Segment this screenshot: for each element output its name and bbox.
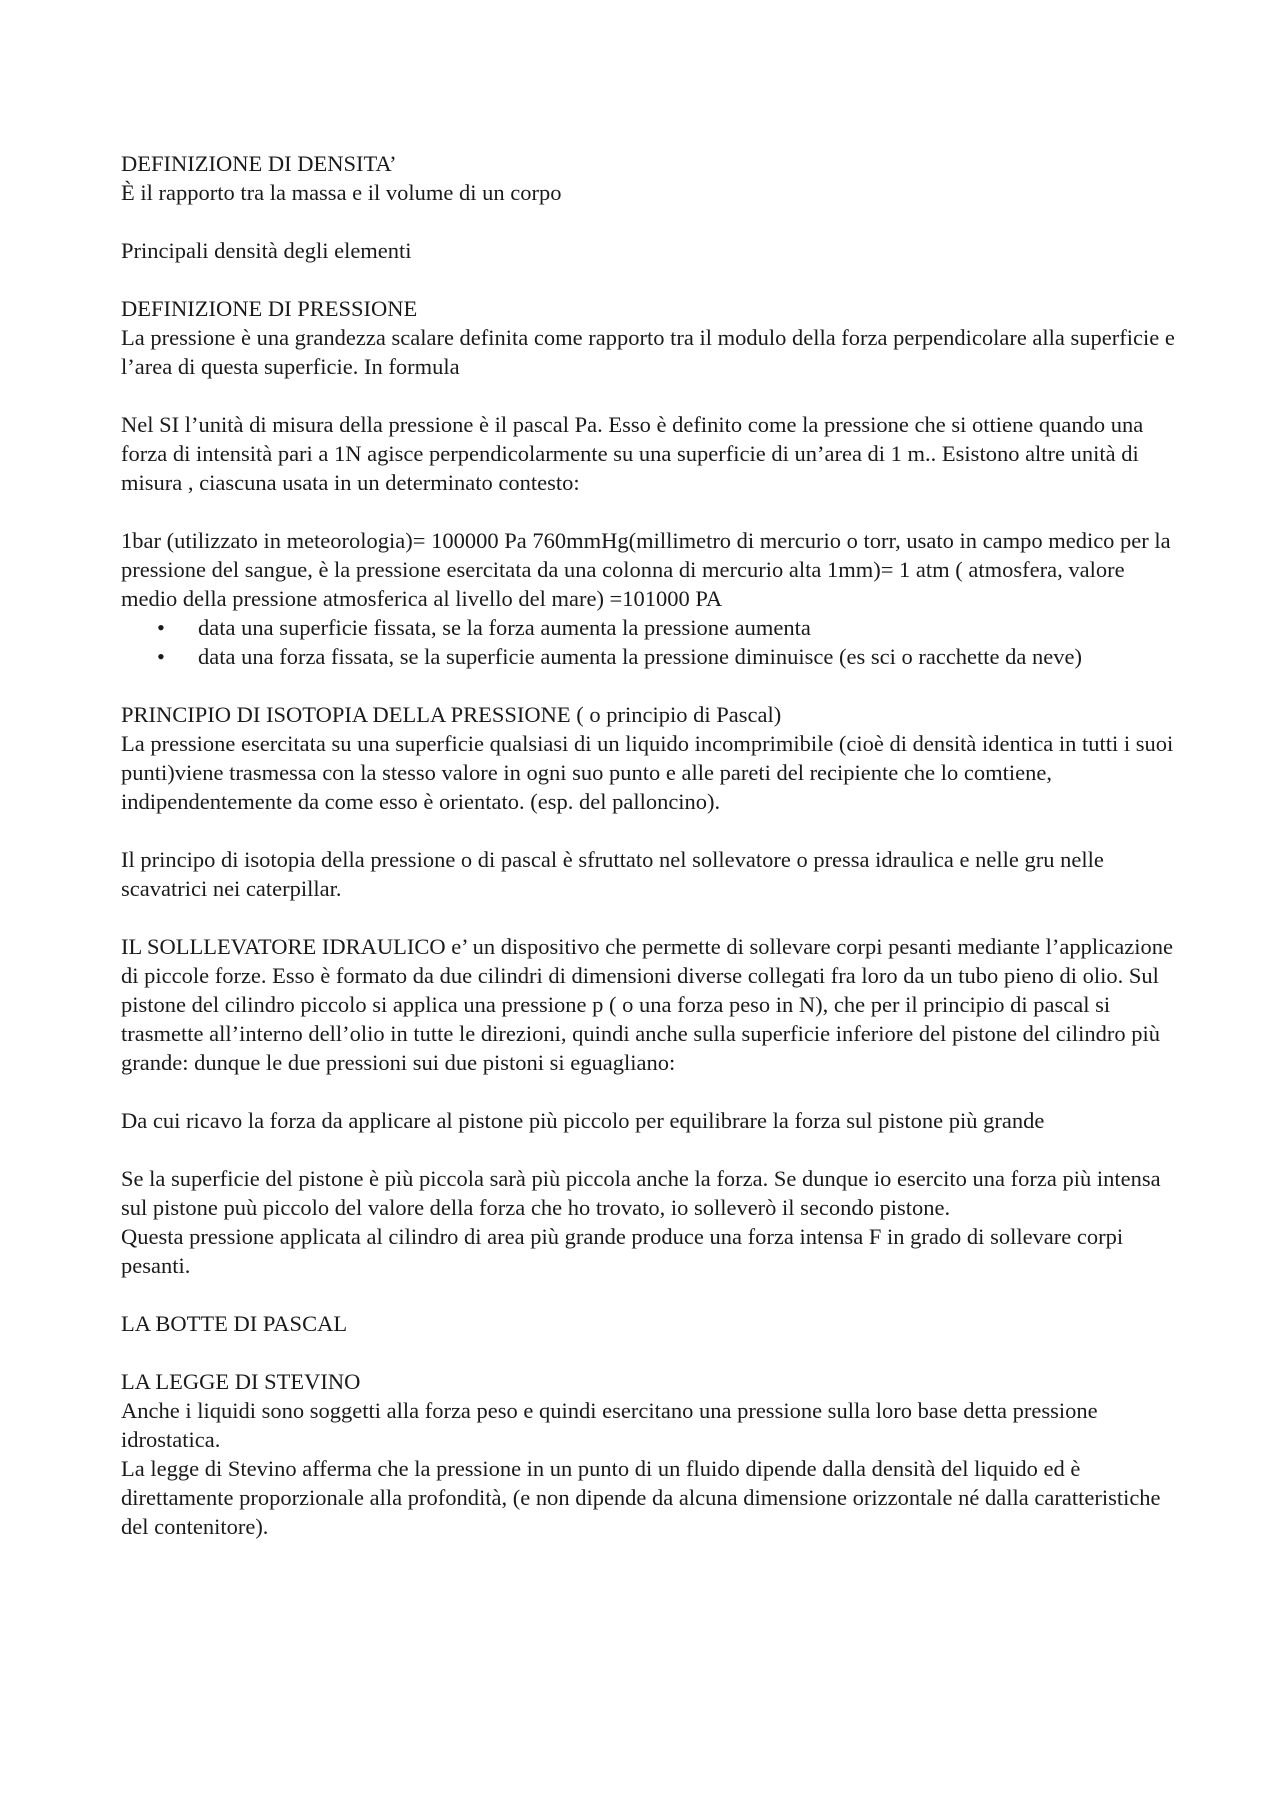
pressure-si-unit: Nel SI l’unità di misura della pressione è il pascal Pa. Esso è definito come la pressione che si ottiene quando una forza di intensità pari a 1N agisce perpendicolarmente su una superficie di un’area di 1 m.. Esistono altre unità di misura , ciascuna usata in un determinato contesto: — [121, 412, 1144, 495]
pressure-heading: DEFINIZIONE DI PRESSIONE — [121, 296, 418, 321]
bullet-item — [121, 642, 1181, 671]
spacer — [121, 1280, 1181, 1309]
stevin-law: La legge di Stevino afferma che la pressione in un punto di un fluido dipende dalla densità del liquido ed è direttamente proporzionale alla profondità, (e non dipende da alcuna dimensione orizzontale né dalla caratteristiche del contenitore). — [121, 1456, 1161, 1539]
lift-derivation: Da cui ricavo la forza da applicare al pistone più piccolo per equilibrare la forza sul pistone più grande — [121, 1108, 1045, 1133]
bullet-icon: • — [157, 615, 165, 640]
density-heading: DEFINIZIONE DI DENSITA’ — [121, 151, 397, 176]
spacer — [121, 497, 1181, 526]
spacer — [121, 265, 1181, 294]
spacer — [121, 381, 1181, 410]
pascal-heading: PRINCIPIO DI ISOTOPIA DELLA PRESSIONE ( o principio di Pascal) — [121, 702, 782, 727]
spacer — [121, 207, 1181, 236]
lift-consequence: Se la superficie del pistone è più piccola sarà più piccola anche la forza. Se dunque io esercito una forza più intensa sul pistone puù piccolo del valore della forza che ho trovato, io solleverò il secondo pistone. — [121, 1166, 1161, 1220]
spacer — [121, 903, 1181, 932]
density-elements: Principali densità degli elementi — [121, 238, 412, 263]
stevin-text: Anche i liquidi sono soggetti alla forza peso e quindi esercitano una pressione sulla loro base detta pressione idrostatica. — [121, 1398, 1098, 1452]
pressure-units: 1bar (utilizzato in meteorologia)= 100000 Pa 760mmHg(millimetro di mercurio o torr, usato in campo medico per la pressione del sangue, è la pressione esercitata da una colonna di mercurio alta 1mm)= 1 atm ( atmosfera, valore medio della pressione atmosferica al livello del mare) =101000 PA — [121, 528, 1171, 611]
spacer — [121, 816, 1181, 845]
spacer — [121, 1338, 1181, 1367]
document-body — [121, 149, 1181, 1541]
pascal-text: La pressione esercitata su una superficie qualsiasi di un liquido incomprimibile (cioè di densità identica in tutti i suoi punti)viene trasmessa con la stesso valore in ogni suo punto e alle pareti del recipiente che lo comtiene, indipendentemente da come esso è orientato. (esp. del palloncino). — [121, 731, 1174, 814]
barrel-heading: LA BOTTE DI PASCAL — [121, 1311, 348, 1336]
bullet-item — [121, 613, 1181, 642]
lift-text: IL SOLLLEVATORE IDRAULICO e’ un dispositivo che permette di sollevare corpi pesanti mediante l’applicazione di piccole forze. Esso è formato da due cilindri di dimensioni diverse collegati fra loro da un tubo pieno di olio. Sul pistone del cilindro piccolo si applica una pressione p ( o una forza peso in N), che per il principio di pascal si trasmette all’interno dell’olio in tutte le direzioni, quindi anche sulla superficie inferiore del pistone del cilindro più grande: dunque le due pressioni sui due pistoni si eguagliano: — [121, 934, 1174, 1075]
bullet-text: data una superficie fissata, se la forza aumenta la pressione aumenta — [198, 615, 811, 640]
spacer — [121, 1135, 1181, 1164]
pascal-application: Il principo di isotopia della pressione o di pascal è sfruttato nel sollevatore o pressa idraulica e nelle gru nelle scavatrici nei caterpillar. — [121, 847, 1104, 901]
spacer — [121, 671, 1181, 700]
spacer — [121, 1077, 1181, 1106]
bullet-icon: • — [157, 644, 165, 669]
pressure-bullet-list — [121, 613, 1181, 671]
pressure-definition: La pressione è una grandezza scalare definita come rapporto tra il modulo della forza perpendicolare alla superficie e l’area di questa superficie. In formula — [121, 325, 1175, 379]
bullet-text: data una forza fissata, se la superficie aumenta la pressione diminuisce (es sci o racchette da neve) — [198, 644, 1082, 669]
density-definition: È il rapporto tra la massa e il volume di un corpo — [121, 180, 562, 205]
stevin-heading: LA LEGGE DI STEVINO — [121, 1369, 361, 1394]
lift-result: Questa pressione applicata al cilindro di area più grande produce una forza intensa F in grado di sollevare corpi pesanti. — [121, 1224, 1124, 1278]
